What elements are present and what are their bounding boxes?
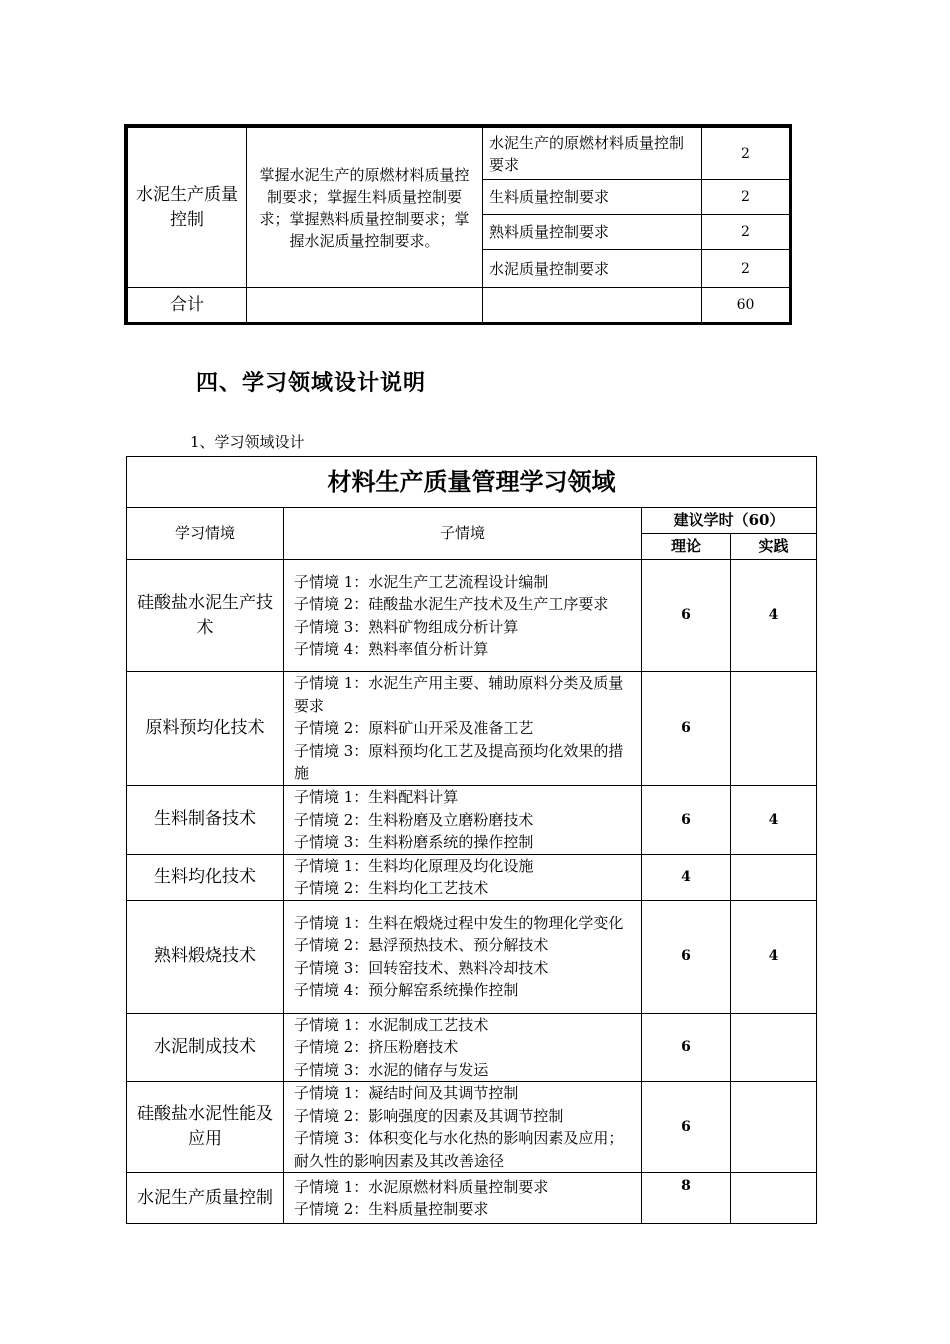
sub-situation-item: 子情境 2：硅酸盐水泥生产技术及生产工序要求	[294, 595, 609, 613]
header-situation: 学习情境	[127, 508, 284, 560]
practice-hours	[731, 672, 817, 786]
course-content-table-continued	[124, 124, 792, 325]
sub-situation-item: 子情境 4：熟料率值分析计算	[294, 640, 489, 658]
practice-hours	[731, 1013, 817, 1082]
practice-hours: 4	[731, 786, 817, 855]
total-empty-cell	[483, 288, 702, 323]
theory-hours: 4	[642, 854, 731, 900]
sub-situation-item: 子情境 1：凝结时间及其调节控制	[294, 1084, 519, 1102]
module-objective: 掌握水泥生产的原燃材料质量控制要求；掌握生料质量控制要求；掌握熟料质量控制要求；掌握水泥质量控制要求。	[247, 128, 483, 288]
sub-situation-item: 子情境 2：生料粉磨及立磨粉磨技术	[294, 810, 534, 829]
practice-hours	[731, 854, 817, 900]
sub-situation-item: 子情境 2：悬浮预热技术、预分解技术	[294, 936, 549, 954]
sub-situation-item: 子情境 4：预分解窑系统操作控制	[294, 981, 519, 999]
theory-hours: 6	[642, 1082, 731, 1173]
content-item: 水泥质量控制要求	[483, 250, 702, 288]
sub-situation-item: 子情境 2：生料质量控制要求	[294, 1200, 489, 1218]
sub-situation-item: 子情境 3：熟料矿物组成分析计算	[294, 617, 519, 636]
sub-situation-list	[284, 1013, 642, 1082]
table-title: 材料生产质量管理学习领域	[127, 457, 817, 508]
sub-situation-list	[284, 560, 642, 672]
sub-situation-list	[284, 1082, 642, 1173]
header-sub-situation: 子情境	[284, 508, 642, 560]
sub-situation-list	[284, 786, 642, 855]
theory-hours: 6	[642, 560, 731, 672]
sub-situation-item: 子情境 1：生料配料计算	[294, 788, 459, 806]
sub-situation-list	[284, 672, 642, 786]
sub-situation-list	[284, 854, 642, 900]
situation-name: 生料制备技术	[127, 786, 284, 855]
sub-situation-item: 子情境 3：水泥的储存与发运	[294, 1060, 489, 1079]
sub-situation-item: 子情境 2：生料均化工艺技术	[294, 879, 489, 897]
total-label: 合计	[128, 288, 247, 323]
sub-situation-item: 子情境 3：回转窑技术、熟料冷却技术	[294, 958, 549, 977]
header-practice: 实践	[731, 534, 817, 560]
situation-name: 硅酸盐水泥生产技术	[127, 560, 284, 672]
content-item: 生料质量控制要求	[483, 180, 702, 215]
practice-hours	[731, 1082, 817, 1173]
content-hours: 2	[702, 128, 790, 180]
situation-name: 原料预均化技术	[127, 672, 284, 786]
sub-situation-item: 子情境 1：生料均化原理及均化设施	[294, 856, 534, 875]
section-heading: 四、学习领域设计说明	[196, 370, 427, 396]
situation-name: 水泥制成技术	[127, 1013, 284, 1082]
situation-name: 水泥生产质量控制	[127, 1173, 284, 1224]
module-name: 水泥生产质量控制	[128, 128, 247, 288]
sub-situation-item: 子情境 1：水泥生产用主要、辅助原料分类及质量要求	[294, 674, 624, 715]
situation-name: 熟料煅烧技术	[127, 900, 284, 1013]
total-empty-cell	[247, 288, 483, 323]
situation-name: 硅酸盐水泥性能及应用	[127, 1082, 284, 1173]
content-hours: 2	[702, 180, 790, 215]
sub-situation-item: 子情境 3：生料粉磨系统的操作控制	[294, 833, 534, 851]
header-hours: 建议学时（60）	[642, 508, 817, 534]
sub-situation-list	[284, 1173, 642, 1224]
sub-situation-list	[284, 900, 642, 1013]
theory-hours: 8	[642, 1173, 731, 1224]
sub-situation-item: 子情境 3：原料预均化工艺及提高预均化效果的措施	[294, 741, 624, 783]
situation-name: 生料均化技术	[127, 854, 284, 900]
content-item: 水泥生产的原燃材料质量控制要求	[483, 128, 702, 180]
theory-hours: 6	[642, 1013, 731, 1082]
learning-domain-table	[126, 456, 817, 1224]
theory-hours: 6	[642, 900, 731, 1013]
practice-hours: 4	[731, 560, 817, 672]
theory-hours: 6	[642, 672, 731, 786]
sub-situation-item: 子情境 3：体积变化与水化热的影响因素及应用；耐久性的影响因素及其改善途径	[294, 1129, 624, 1170]
content-hours: 2	[702, 250, 790, 288]
content-hours: 2	[702, 215, 790, 250]
sub-situation-item: 子情境 1：水泥制成工艺技术	[294, 1015, 489, 1034]
practice-hours	[731, 1173, 817, 1224]
header-theory: 理论	[642, 534, 731, 560]
sub-situation-item: 子情境 2：挤压粉磨技术	[294, 1038, 459, 1056]
content-item: 熟料质量控制要求	[483, 215, 702, 250]
practice-hours: 4	[731, 900, 817, 1013]
total-hours: 60	[702, 288, 790, 323]
sub-situation-item: 子情境 1：水泥原燃材料质量控制要求	[294, 1177, 549, 1196]
sub-situation-item: 子情境 2：影响强度的因素及其调节控制	[294, 1106, 564, 1125]
sub-situation-item: 子情境 1：水泥生产工艺流程设计编制	[294, 572, 549, 591]
subsection-caption: 1、学习领域设计	[190, 433, 305, 451]
theory-hours: 6	[642, 786, 731, 855]
sub-situation-item: 子情境 1：生料在煅烧过程中发生的物理化学变化	[294, 913, 624, 932]
sub-situation-item: 子情境 2：原料矿山开采及准备工艺	[294, 719, 534, 738]
